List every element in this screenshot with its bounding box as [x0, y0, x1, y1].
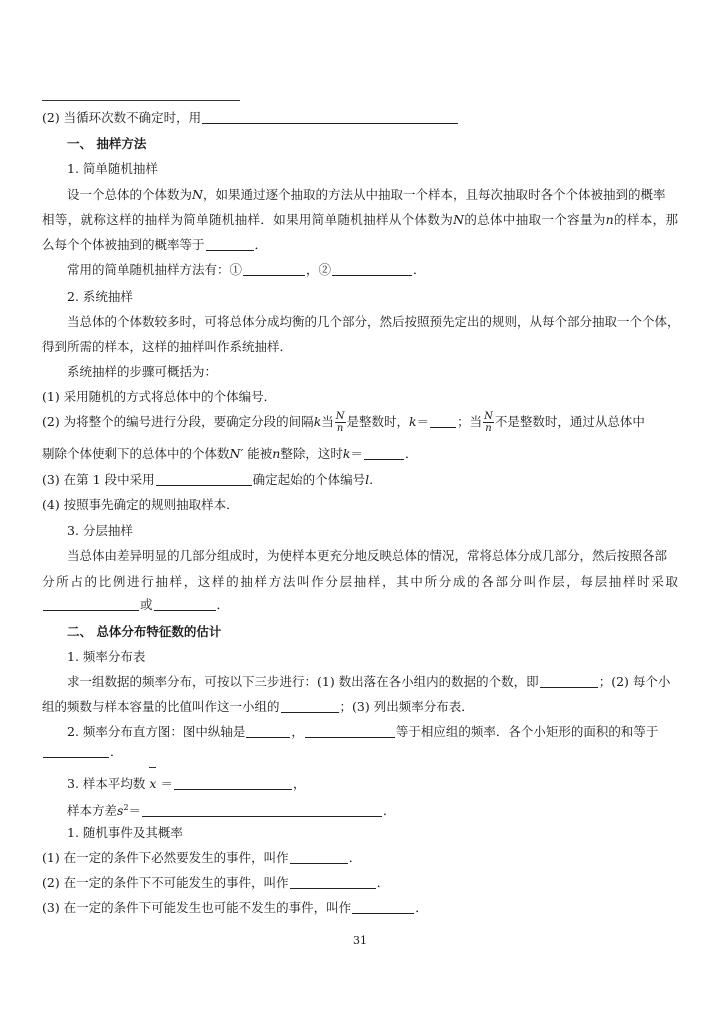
step-line: (2) 为将整个的编号进行分段，要确定分段的间隔k当 $\frac{N}{n}$ 是整数时，k＝ ；当 $\frac{N}{n}$ 不是整数时，通过从总体中	[42, 411, 645, 434]
paragraph-line: 当总体由差异明显的几部分组成时，为使样本更充分地反映总体的情况，常将总体分成几部分，然后按照各部	[67, 548, 668, 563]
paragraph-line: 设一个总体的个体数为N，如果通过逐个抽取的方法从中抽取一个样本，且每次抽取时各个个体被抽到的概率	[67, 187, 666, 202]
answer-blank[interactable]	[364, 447, 404, 460]
paragraph-line: 2. 频率分布直方图：图中纵轴是 ， 等于相应组的频率．各个小矩形的面积的和等于	[67, 724, 659, 739]
paragraph-line: 当总体的个体数较多时，可将总体分成均衡的几个部分，然后按照预先定出的规则，从每个部分抽取一个个体，	[67, 314, 680, 329]
step-line: (4) 按照事先确定的规则抽取样本．	[42, 497, 239, 512]
step-line: (3) 在第 1 段中采用 确定起始的个体编号l.	[42, 472, 374, 487]
paragraph-line: 3. 样本平均数 x ＝ ，	[67, 776, 306, 791]
paragraph-line: ．	[42, 744, 123, 760]
heading-distribution: 二、 总体分布特征数的估计	[67, 624, 222, 639]
answer-blank[interactable]	[174, 777, 292, 790]
subheading-stratified: 3. 分层抽样	[67, 523, 133, 538]
answer-blank[interactable]	[156, 473, 252, 486]
answer-blank[interactable]	[352, 901, 414, 914]
event-line: (1) 在一定的条件下必然要发生的事件，叫作 ．	[42, 850, 362, 865]
answer-blank[interactable]	[43, 598, 139, 611]
page-number: 31	[353, 934, 367, 947]
x-bar: x	[149, 776, 157, 791]
step-line: (1) 采用随机的方式将总体中的个体编号．	[42, 389, 277, 404]
subheading-frequency-table: 1. 频率分布表	[67, 649, 146, 664]
subheading-random-events: 1. 随机事件及其概率	[67, 825, 183, 840]
paragraph-line: 求一组数据的频率分布，可按以下三步进行：(1) 数出落在各小组内的数据的个数，即 ；(2) 每个小	[67, 674, 671, 689]
fraction: $\frac{N}{n}$	[335, 411, 345, 434]
event-line: (3) 在一定的条件下可能发生也可能不发生的事件，叫作 ．	[42, 900, 428, 915]
paragraph-line: 分所占的比例进行抽样，这样的抽样方法叫作分层抽样，其中所分成的各部分叫作层，每层抽样时采取	[42, 574, 678, 589]
answer-blank[interactable]	[332, 263, 412, 276]
event-line: (2) 在一定的条件下不可能发生的事件，叫作 ．	[42, 875, 390, 890]
paragraph-line: 常用的简单随机抽样方法有：① ，② ．	[67, 262, 426, 277]
answer-blank[interactable]	[430, 415, 456, 428]
paragraph-line: 得到所需的样本，这样的抽样叫作系统抽样．	[42, 339, 293, 354]
paragraph-line: 么每个个体被抽到的概率等于 ．	[42, 237, 268, 252]
answer-blank[interactable]	[43, 745, 109, 758]
answer-blank[interactable]	[142, 804, 382, 817]
answer-blank[interactable]	[246, 725, 290, 738]
answer-blank[interactable]	[540, 675, 598, 688]
heading-sampling: 一、 抽样方法	[67, 136, 147, 151]
paragraph-line: 组的频数与样本容量的比值叫作这一小组的 ；(3) 列出频率分布表．	[42, 699, 474, 714]
answer-blank[interactable]	[281, 700, 339, 713]
fraction: $\frac{N}{n}$	[484, 411, 493, 434]
answer-blank[interactable]	[206, 238, 254, 251]
paragraph-line: 或 ．	[42, 597, 229, 613]
paragraph-line: 样本方差$s^2=$ ．	[67, 803, 396, 819]
paragraph-line: 相等，就称这样的抽样为简单随机抽样．如果用简单随机抽样从个体数为N的总体中抽取一个容量为n的样本，那	[42, 212, 678, 227]
subheading-systematic: 2. 系统抽样	[67, 289, 133, 304]
answer-blank[interactable]	[154, 598, 216, 611]
answer-blank[interactable]	[290, 876, 376, 889]
subheading-simple-random: 1. 简单随机抽样	[67, 161, 158, 176]
answer-blank[interactable]	[305, 725, 395, 738]
line-loop: (2) 当循环次数不确定时，用	[42, 110, 459, 126]
step-line: 剔除个体使剩下的总体中的个体数N′ 能被n整除，这时k＝ ．	[42, 446, 418, 461]
answer-blank[interactable]	[243, 263, 305, 276]
answer-blank[interactable]	[202, 111, 458, 124]
answer-blank[interactable]	[290, 851, 348, 864]
paragraph-line: 系统抽样的步骤可概括为：	[67, 364, 218, 379]
header-rule	[42, 100, 240, 101]
